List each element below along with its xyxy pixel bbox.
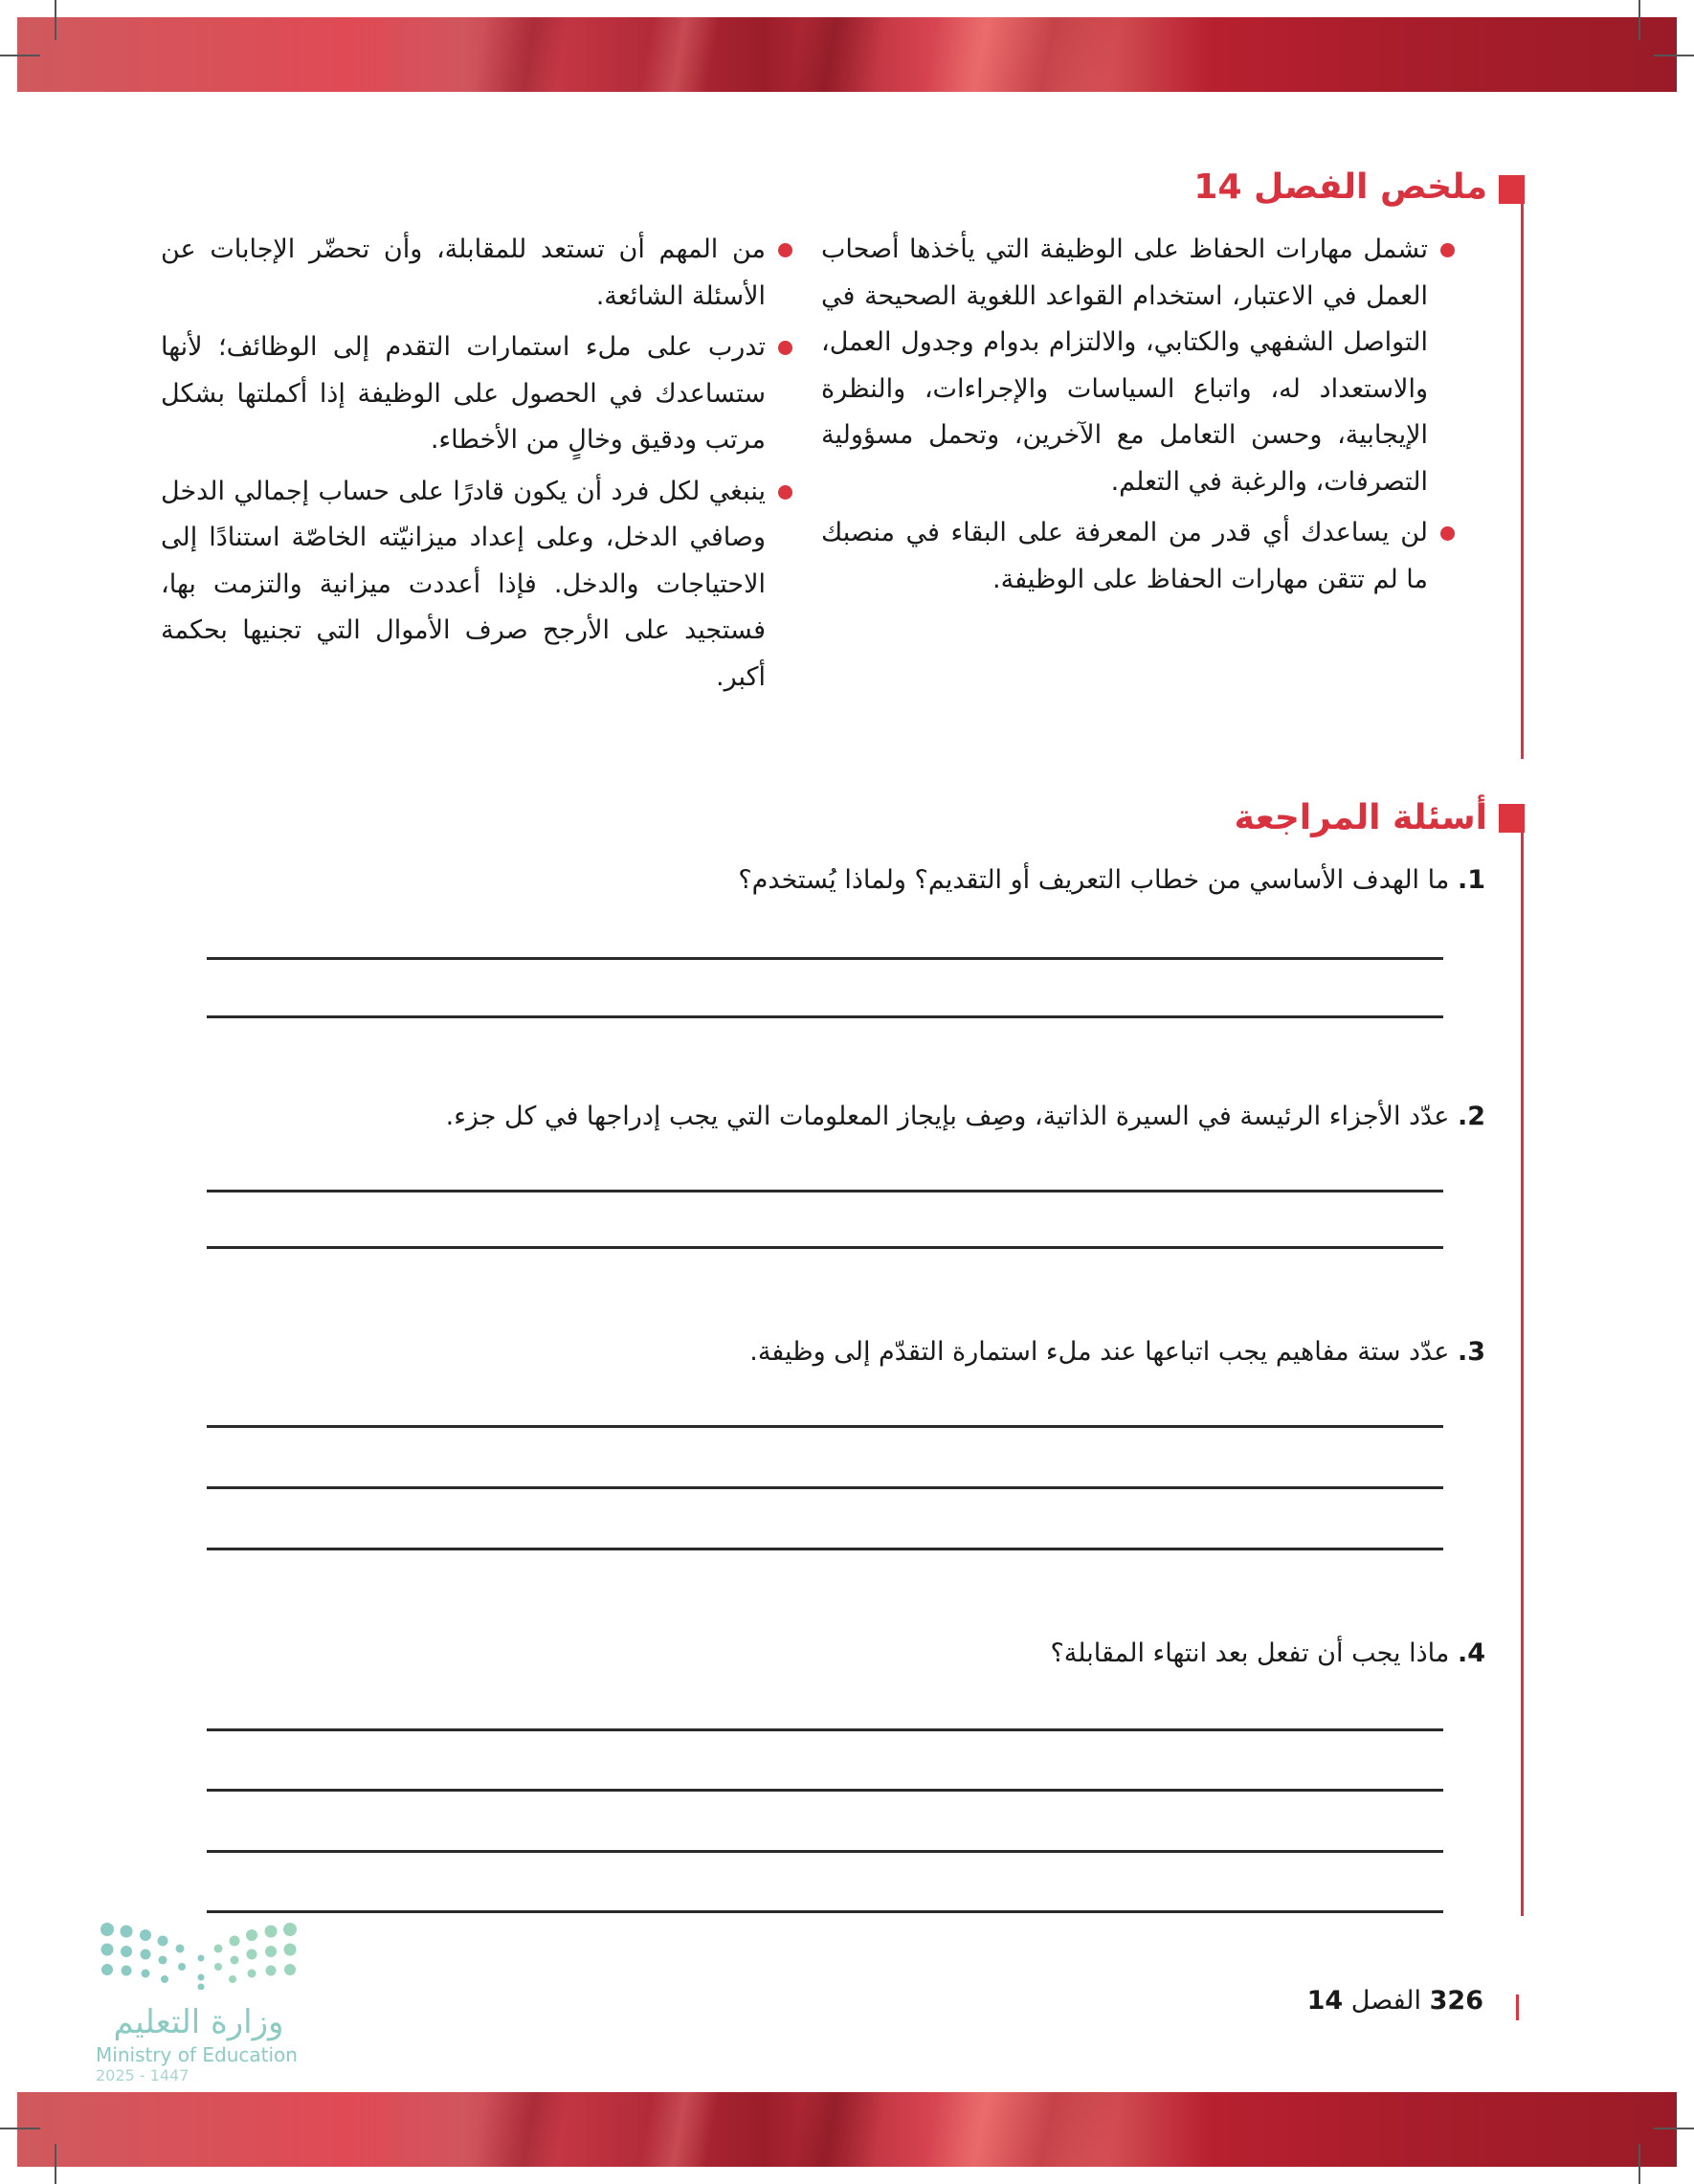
ministry-year: 2025 - 1447 — [96, 2066, 189, 2084]
answer-line[interactable] — [207, 1190, 1443, 1192]
ministry-name-ar: وزارة التعليم — [113, 2003, 284, 2041]
review-question-2: 2. عدّد الأجزاء الرئيسة في السيرة الذاتية، وصِف بإيجاز المعلومات التي يجب إدراجها في كل جزء. — [445, 1102, 1485, 1131]
ministry-name-en: Ministry of Education — [96, 2043, 298, 2066]
answer-line[interactable] — [207, 1246, 1443, 1249]
summary-bullet: من المهم أن تستعد للمقابلة، وأن تحضّر الإجابات عن الأسئلة الشائعة. — [161, 227, 792, 320]
crop-mark — [0, 55, 40, 56]
answer-line[interactable] — [207, 1850, 1443, 1853]
crop-mark — [0, 2128, 40, 2129]
answer-line[interactable] — [207, 957, 1443, 960]
crop-mark — [1638, 0, 1640, 40]
answer-line[interactable] — [207, 1789, 1443, 1792]
bullet-dot-icon — [1440, 526, 1455, 541]
review-question-3: 3. عدّد ستة مفاهيم يجب اتباعها عند ملء استمارة التقدّم إلى وظيفة. — [749, 1337, 1485, 1367]
page-number: 326 الفصل 14 — [1306, 1986, 1483, 2016]
review-question-1: 1. ما الهدف الأساسي من خطاب التعريف أو التقديم؟ ولماذا يُستخدم؟ — [738, 865, 1485, 895]
crop-mark — [1654, 55, 1694, 56]
answer-line[interactable] — [207, 1486, 1443, 1489]
answer-line[interactable] — [207, 1728, 1443, 1731]
summary-bullet: تشمل مهارات الحفاظ على الوظيفة التي يأخذها أصحاب العمل في الاعتبار، استخدام القواعد اللغوية الصحيحة في التواصل الشفهي والكتابي، والالتزام بدوام وجدول العمل، والاستعداد له، واتباع السياسات والإجراءات، والنظرة الإيجابية، وحسن التعامل مع الآخرين، وتحمل مسؤولية التصرفات، والرغبة في التعلم. — [821, 227, 1455, 505]
summary-right-column — [821, 227, 1455, 608]
section-rule — [1521, 829, 1524, 1916]
answer-line[interactable] — [207, 1015, 1443, 1018]
review-title: أسئلة المراجعة — [1234, 798, 1487, 837]
crop-mark — [55, 0, 56, 40]
header-banner — [17, 17, 1677, 92]
bullet-dot-icon — [778, 243, 792, 257]
bullet-dot-icon — [1440, 243, 1455, 257]
ministry-logo — [96, 1918, 301, 2084]
summary-left-column — [161, 227, 792, 705]
summary-bullet: ينبغي لكل فرد أن يكون قادرًا على حساب إجمالي الدخل وصافي الدخل، وعلى إعداد ميزانيّته الخاصّة استنادًا إلى الاحتياجات والدخل. فإذا أعددت ميزانية والتزمت بها، فستجيد على الأرجح صرف الأموال التي تجنيها بحكمة أكبر. — [161, 469, 792, 702]
footer-banner — [17, 2092, 1677, 2167]
section-marker — [1499, 175, 1525, 204]
section-rule — [1521, 201, 1524, 759]
crop-mark — [1638, 2144, 1640, 2184]
summary-bullet: لن يساعدك أي قدر من المعرفة على البقاء في منصبك ما لم تتقن مهارات الحفاظ على الوظيفة. — [821, 510, 1455, 603]
bullet-dot-icon — [778, 485, 792, 500]
answer-line[interactable] — [207, 1910, 1443, 1913]
summary-title: ملخص الفصل 14 — [1193, 167, 1487, 207]
page-number-marker — [1516, 1995, 1519, 2020]
crop-mark — [1654, 2128, 1694, 2129]
summary-bullet: تدرب على ملء استمارات التقدم إلى الوظائف؛ لأنها ستساعدك في الحصول على الوظيفة إذا أكملتها بشكل مرتب ودقيق وخالٍ من الأخطاء. — [161, 324, 792, 464]
ministry-dots-icon — [96, 1918, 301, 1990]
answer-line[interactable] — [207, 1548, 1443, 1550]
bullet-dot-icon — [778, 341, 792, 355]
review-question-4: 4. ماذا يجب أن تفعل بعد انتهاء المقابلة؟ — [1050, 1638, 1485, 1668]
crop-mark — [55, 2144, 56, 2184]
answer-line[interactable] — [207, 1425, 1443, 1428]
